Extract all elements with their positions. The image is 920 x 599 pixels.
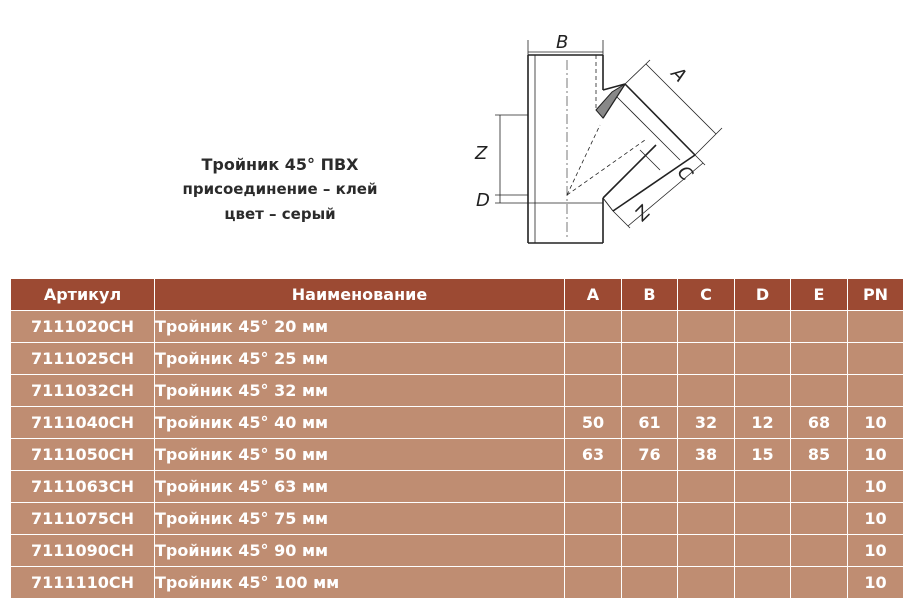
cell-article: 7111025CH	[11, 343, 155, 375]
table-row	[11, 311, 904, 343]
cell-pn: 10	[848, 471, 904, 503]
cell-pn: 10	[848, 407, 904, 439]
cell-a	[565, 503, 622, 535]
dim-label-c: C	[672, 161, 697, 186]
cell-e	[791, 343, 848, 375]
spec-table	[10, 278, 904, 599]
dim-label-z-branch: Z	[631, 201, 655, 226]
table-row	[11, 343, 904, 375]
cell-article: 7111032CH	[11, 375, 155, 407]
header-b: B	[622, 279, 678, 311]
table-row	[11, 375, 904, 407]
tee-drawing	[465, 28, 735, 253]
cell-a	[565, 375, 622, 407]
header-c: C	[678, 279, 735, 311]
cell-a	[565, 535, 622, 567]
cell-b	[622, 567, 678, 599]
cell-b	[622, 535, 678, 567]
cell-article: 7111090CH	[11, 535, 155, 567]
cell-pn: 10	[848, 567, 904, 599]
table-row	[11, 471, 904, 503]
cell-name: Тройник 45° 25 мм	[155, 343, 565, 375]
caption-connection: присоединение – клей	[182, 180, 378, 198]
cell-d	[735, 343, 791, 375]
table-row	[11, 439, 904, 471]
cell-a: 50	[565, 407, 622, 439]
cell-article: 7111020CH	[11, 311, 155, 343]
table-row	[11, 503, 904, 535]
table-row	[11, 535, 904, 567]
cell-name: Тройник 45° 50 мм	[155, 439, 565, 471]
cell-c	[678, 535, 735, 567]
cell-c: 38	[678, 439, 735, 471]
cell-d	[735, 567, 791, 599]
table-row	[11, 407, 904, 439]
cell-c	[678, 471, 735, 503]
header-a: A	[565, 279, 622, 311]
cell-name: Тройник 45° 90 мм	[155, 535, 565, 567]
cell-name: Тройник 45° 100 мм	[155, 567, 565, 599]
cell-e	[791, 503, 848, 535]
cell-name: Тройник 45° 63 мм	[155, 471, 565, 503]
cell-pn: 10	[848, 503, 904, 535]
cell-c	[678, 343, 735, 375]
cell-c	[678, 567, 735, 599]
cell-e	[791, 311, 848, 343]
header-article: Артикул	[11, 279, 155, 311]
cell-b	[622, 471, 678, 503]
cell-d	[735, 375, 791, 407]
cell-article: 7111075CH	[11, 503, 155, 535]
cell-pn	[848, 343, 904, 375]
cell-d	[735, 471, 791, 503]
table-header-row	[11, 279, 904, 311]
cell-d: 15	[735, 439, 791, 471]
caption-title: Тройник 45° ПВХ	[201, 155, 359, 174]
cell-b	[622, 375, 678, 407]
cell-a	[565, 567, 622, 599]
cell-d	[735, 503, 791, 535]
dim-label-z-left: Z	[475, 143, 488, 164]
cell-a	[565, 343, 622, 375]
dim-label-a: A	[666, 63, 691, 87]
cell-c	[678, 375, 735, 407]
product-caption	[160, 152, 400, 227]
cell-name: Тройник 45° 75 мм	[155, 503, 565, 535]
cell-pn: 10	[848, 439, 904, 471]
cell-b	[622, 343, 678, 375]
cell-article: 7111063CH	[11, 471, 155, 503]
cell-b: 76	[622, 439, 678, 471]
cell-a	[565, 471, 622, 503]
cell-c: 32	[678, 407, 735, 439]
caption-color: цвет – серый	[224, 205, 336, 223]
table-row	[11, 567, 904, 599]
cell-name: Тройник 45° 32 мм	[155, 375, 565, 407]
cell-b: 61	[622, 407, 678, 439]
cell-d: 12	[735, 407, 791, 439]
header-e: E	[791, 279, 848, 311]
dim-label-b: B	[556, 32, 569, 53]
cell-name: Тройник 45° 40 мм	[155, 407, 565, 439]
cell-e	[791, 471, 848, 503]
cell-article: 7111050CH	[11, 439, 155, 471]
cell-e	[791, 375, 848, 407]
cell-pn: 10	[848, 535, 904, 567]
cell-b	[622, 503, 678, 535]
cell-e	[791, 535, 848, 567]
cell-a: 63	[565, 439, 622, 471]
cell-article: 7111040CH	[11, 407, 155, 439]
header-pn: PN	[848, 279, 904, 311]
cell-name: Тройник 45° 20 мм	[155, 311, 565, 343]
cell-c	[678, 503, 735, 535]
dim-label-d: D	[476, 190, 490, 211]
cell-c	[678, 311, 735, 343]
cell-e: 68	[791, 407, 848, 439]
cell-e: 85	[791, 439, 848, 471]
cell-article: 7111110CH	[11, 567, 155, 599]
header-d: D	[735, 279, 791, 311]
cell-b	[622, 311, 678, 343]
cell-pn	[848, 375, 904, 407]
cell-d	[735, 535, 791, 567]
cell-pn	[848, 311, 904, 343]
cell-d	[735, 311, 791, 343]
header-name: Наименование	[155, 279, 565, 311]
cell-e	[791, 567, 848, 599]
cell-a	[565, 311, 622, 343]
